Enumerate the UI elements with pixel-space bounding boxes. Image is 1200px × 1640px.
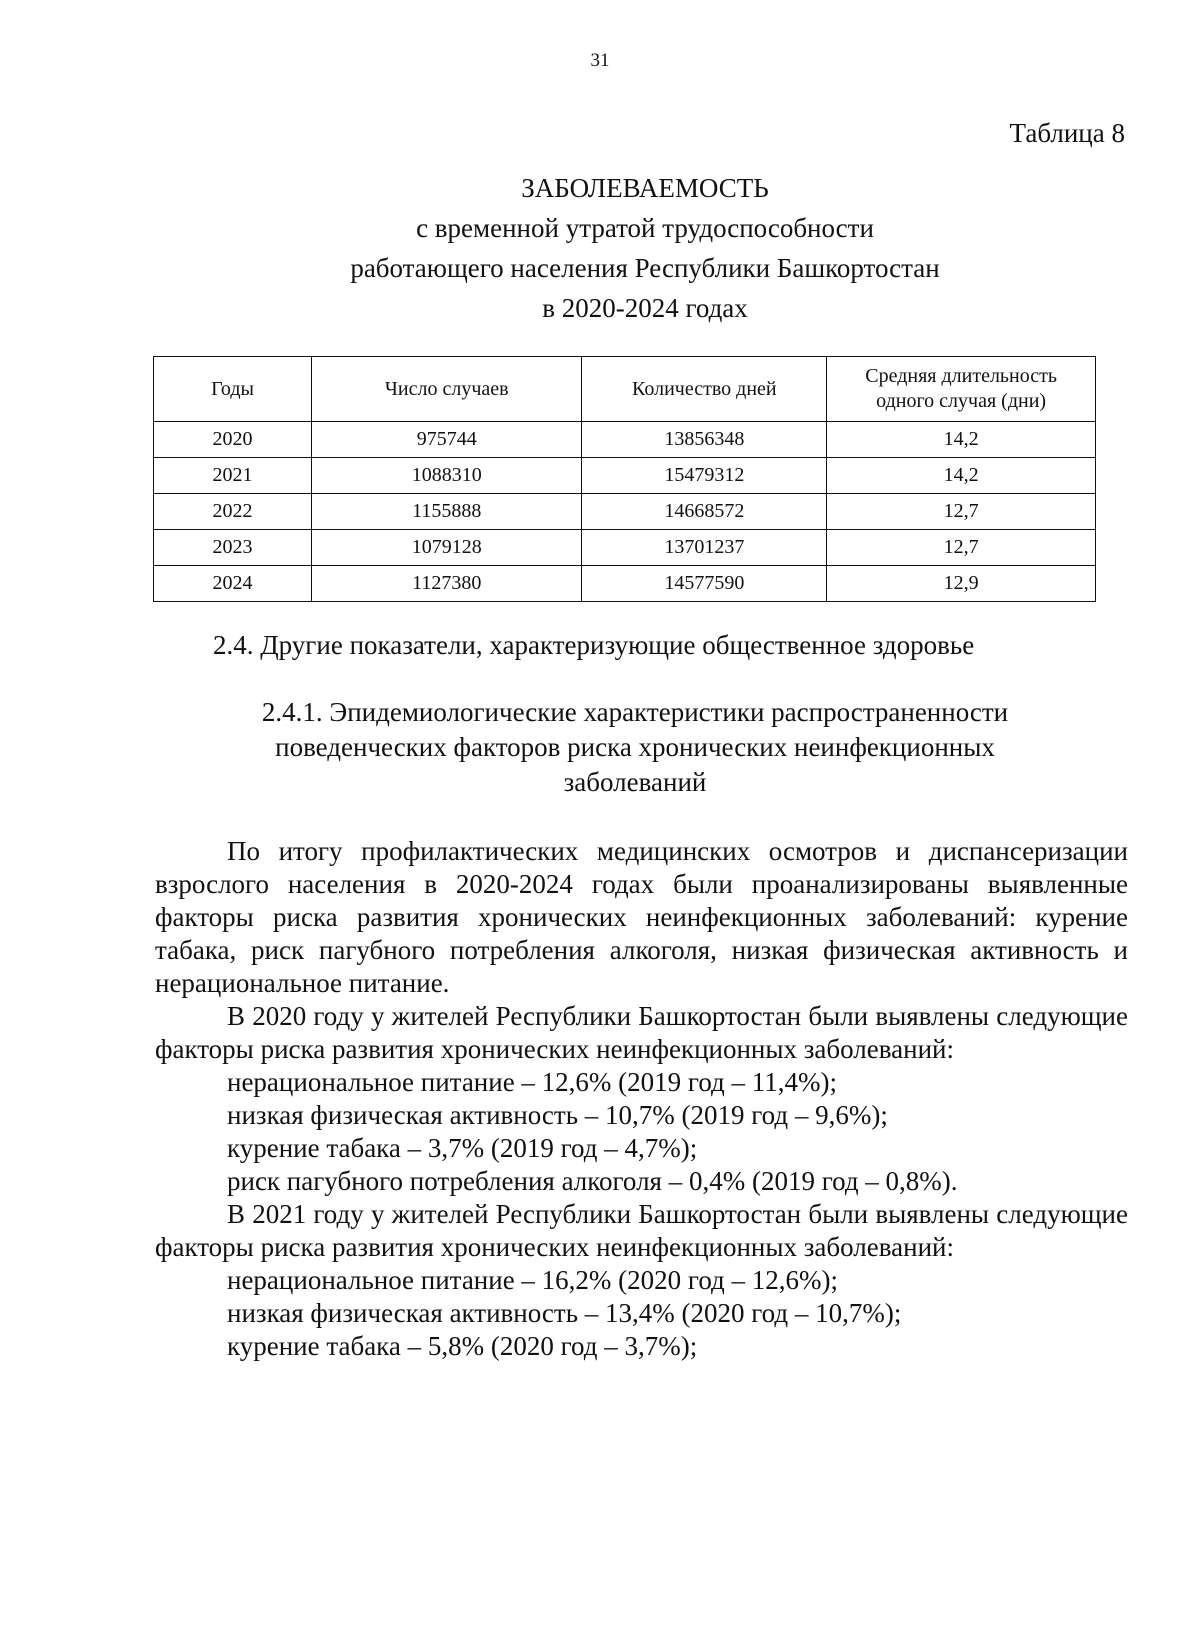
paragraph-2020: В 2020 году у жителей Республики Башкортостан были выявлены следующие факторы риска развития хронических неинфекционных заболеваний: (155, 1001, 1128, 1064)
list-item: курение табака – 3,7% (2019 год – 4,7%); (227, 1133, 698, 1163)
cell-avg: 14,2 (827, 458, 1096, 494)
cell-days: 13701237 (582, 530, 827, 566)
header-avg-duration (827, 357, 1096, 422)
cell-days: 13856348 (582, 422, 827, 458)
paragraph-intro: По итогу профилактических медицинских осмотров и диспансеризации взрослого населения в 2020-2024 годах были проанализированы выявленные факторы риска развития хронических неинфекционных заболеваний: курение табака, риск пагубного потребления алкоголя, низкая физическая активность и нерациональное питание. (155, 836, 1128, 998)
list-item: риск пагубного потребления алкоголя – 0,4% (2019 год – 0,8%). (227, 1166, 958, 1196)
header-avg-line-2: одного случая (дни) (876, 390, 1047, 412)
table-title (245, 168, 1045, 328)
section-heading: 2.4. Другие показатели, характеризующие общественное здоровье (213, 630, 975, 660)
cell-avg: 12,9 (827, 566, 1096, 602)
cell-cases: 1127380 (312, 566, 582, 602)
cell-days: 15479312 (582, 458, 827, 494)
list-item: низкая физическая активность – 10,7% (2019 год – 9,6%); (227, 1100, 888, 1130)
header-days: Количество дней (582, 357, 827, 422)
list-item: нерациональное питание – 16,2% (2020 год – 12,6%); (227, 1265, 839, 1295)
table-header-row (154, 357, 1096, 422)
cell-year: 2020 (154, 422, 312, 458)
header-avg-line-1: Средняя длительность (865, 365, 1057, 387)
title-line-1: ЗАБОЛЕВАЕМОСТЬ (521, 173, 769, 203)
cell-cases: 975744 (312, 422, 582, 458)
cell-cases: 1079128 (312, 530, 582, 566)
paragraph-2021: В 2021 году у жителей Республики Башкортостан были выявлены следующие факторы риска развития хронических неинфекционных заболеваний: (155, 1199, 1128, 1262)
cell-avg: 12,7 (827, 530, 1096, 566)
table-row (154, 566, 1096, 602)
morbidity-table (153, 356, 1096, 602)
table-row (154, 530, 1096, 566)
cell-year: 2022 (154, 494, 312, 530)
title-line-3: работающего населения Республики Башкортостан (350, 253, 940, 283)
subsection-heading-line-2: поведенческих факторов риска хронических неинфекционных (275, 732, 995, 762)
table-row (154, 422, 1096, 458)
cell-avg: 12,7 (827, 494, 1096, 530)
list-item: курение табака – 5,8% (2020 год – 3,7%); (227, 1331, 698, 1361)
cell-year: 2021 (154, 458, 312, 494)
cell-year: 2024 (154, 566, 312, 602)
header-year: Годы (154, 357, 312, 422)
header-cases: Число случаев (312, 357, 582, 422)
title-line-2: с временной утратой трудоспособности (416, 213, 874, 243)
cell-cases: 1088310 (312, 458, 582, 494)
table-row (154, 458, 1096, 494)
cell-days: 14577590 (582, 566, 827, 602)
title-line-4: в 2020-2024 годах (542, 293, 748, 323)
body-text (155, 835, 1128, 1363)
subsection-heading (205, 695, 1065, 800)
cell-avg: 14,2 (827, 422, 1096, 458)
cell-days: 14668572 (582, 494, 827, 530)
table-label: Таблица 8 (1009, 118, 1125, 148)
cell-cases: 1155888 (312, 494, 582, 530)
cell-year: 2023 (154, 530, 312, 566)
list-item: нерациональное питание – 12,6% (2019 год – 11,4%); (227, 1067, 838, 1097)
subsection-heading-line-1: 2.4.1. Эпидемиологические характеристики распространенности (261, 697, 1009, 727)
table-row (154, 494, 1096, 530)
page-number: 31 (590, 50, 610, 71)
list-item: низкая физическая активность – 13,4% (2020 год – 10,7%); (227, 1298, 902, 1328)
subsection-heading-line-3: заболеваний (563, 767, 707, 797)
